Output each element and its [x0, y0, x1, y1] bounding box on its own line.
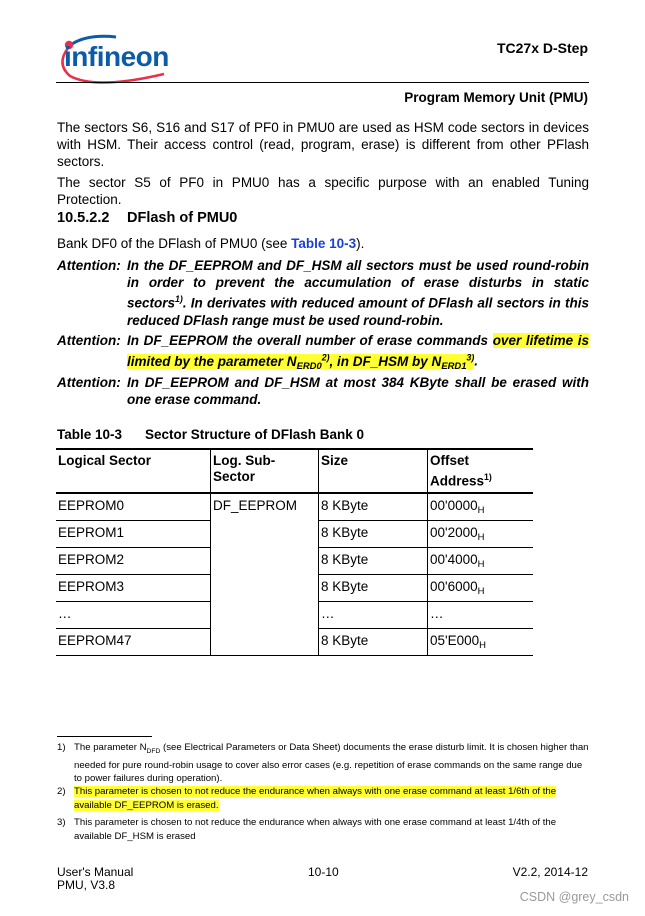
attention-erase-limit [57, 332, 589, 375]
footnote-2: 2) This parameter is chosen to not reduce the endurance when always with one erase command at least 1/6th of the available DF_EEPROM is erased. [57, 786, 557, 811]
infineon-logo-graphic [56, 30, 176, 90]
cell-offset: $05'E000_H$ [428, 628, 534, 655]
cell-sector: EEPROM1 [56, 520, 211, 547]
table-row [56, 493, 533, 521]
table-ref-link[interactable]: Table 10-3 [291, 236, 357, 251]
document-title: TC27x D-Step [496, 40, 588, 56]
footer-release: V2.2, 2014-12 [512, 865, 588, 879]
header-sub-sector: Log. Sub-Sector [211, 449, 319, 493]
table-header-row [56, 449, 533, 493]
section-heading [57, 210, 237, 226]
header-offset: Offset Address$^{1)}$ [428, 449, 534, 493]
watermark: CSDN @grey_csdn [519, 890, 629, 904]
cell-sector: EEPROM47 [56, 628, 211, 655]
footer-manual: User's Manual PMU, V3.8 [57, 865, 134, 892]
cell-offset: $00'4000_H$ [428, 547, 534, 574]
header-logical-sector: Logical Sector [56, 449, 211, 493]
attention-erase-size [57, 374, 589, 408]
attention-round-robin [57, 257, 589, 329]
cell-offset: $00'0000_H$ [428, 493, 534, 521]
lead-text: Bank DF0 of the DFlash of PMU0 (see [57, 236, 292, 251]
lead-text-end: ). [356, 236, 365, 251]
attention-body: In DF_EEPROM and DF_HSM at most 384 KByte shall be erased with one erase command. [127, 375, 589, 407]
cell-size: 8 KByte [319, 520, 428, 547]
cell-sub-sector: DF_EEPROM [211, 493, 319, 656]
sector-table [56, 448, 533, 656]
cell-sector: EEPROM3 [56, 574, 211, 601]
attention-label: Attention: [57, 333, 121, 348]
cell-size: 8 KByte [319, 493, 428, 521]
svg-text:infineon: infineon [64, 41, 169, 72]
cell-sector: EEPROM2 [56, 547, 211, 574]
section-lead [57, 235, 589, 252]
infineon-logo [56, 30, 176, 90]
attention-label: Attention: [57, 258, 121, 273]
footnote-3: 3) This parameter is chosen to not reduce the endurance when always with one erase command at least 1/4th of the available DF_HSM is erased [57, 817, 557, 842]
paragraph-tuning-protection: The sector S5 of PF0 in PMU0 has a specific purpose with an enabled Tuning Protection. [57, 175, 589, 207]
header-size: Size [319, 449, 428, 493]
attention-body: In the DF_EEPROM and DF_HSM all sectors must be used round-robin in order to prevent the accumulation of erase disturbs in static sectors$^{1)}$. In derivates with reduced amount of DFlash all sectors in this reduced DFlash range must be used round-robin. [127, 258, 589, 328]
footnote-rule [57, 736, 152, 737]
section-title: DFlash of PMU0 [127, 210, 238, 226]
paragraph-hsm-sectors: The sectors S6, S16 and S17 of PF0 in PMU0 are used as HSM code sectors in devices with HSM. Their access control (read, program, erase) is different from other PFlash sectors. [57, 120, 589, 169]
table-number: Table 10-3 [57, 427, 123, 442]
table-caption [57, 427, 364, 442]
attention-label: Attention: [57, 375, 121, 390]
cell-size: 8 KByte [319, 628, 428, 655]
footnote-1: 1) The parameter $N_{DFD}$ (see Electrical Parameters or Data Sheet) documents the erase disturb limit. It is chosen higher than needed for pure round-robin usage to cover also error cases (e.g. repetition of erase commands on the same range due to power failures during operation). [57, 742, 589, 784]
chapter-title: Program Memory Unit (PMU) [404, 90, 588, 105]
cell-sector: … [56, 601, 211, 628]
cell-size: … [319, 601, 428, 628]
cell-sector: EEPROM0 [56, 493, 211, 521]
cell-size: 8 KByte [319, 574, 428, 601]
footer-page-number: 10-10 [308, 865, 339, 879]
cell-offset: $00'6000_H$ [428, 574, 534, 601]
cell-offset: $00'2000_H$ [428, 520, 534, 547]
section-number: 10.5.2.2 [57, 210, 110, 226]
attention-body: In DF_EEPROM the overall number of erase commands over lifetime is limited by the parameter $N_{ERD0}^{2)}$, in DF_HSM by $N_{ERD1}^{3)}$. [127, 333, 589, 372]
cell-offset: … [428, 601, 534, 628]
cell-size: 8 KByte [319, 547, 428, 574]
table-title: Sector Structure of DFlash Bank 0 [145, 427, 365, 442]
header-rule [56, 82, 589, 83]
